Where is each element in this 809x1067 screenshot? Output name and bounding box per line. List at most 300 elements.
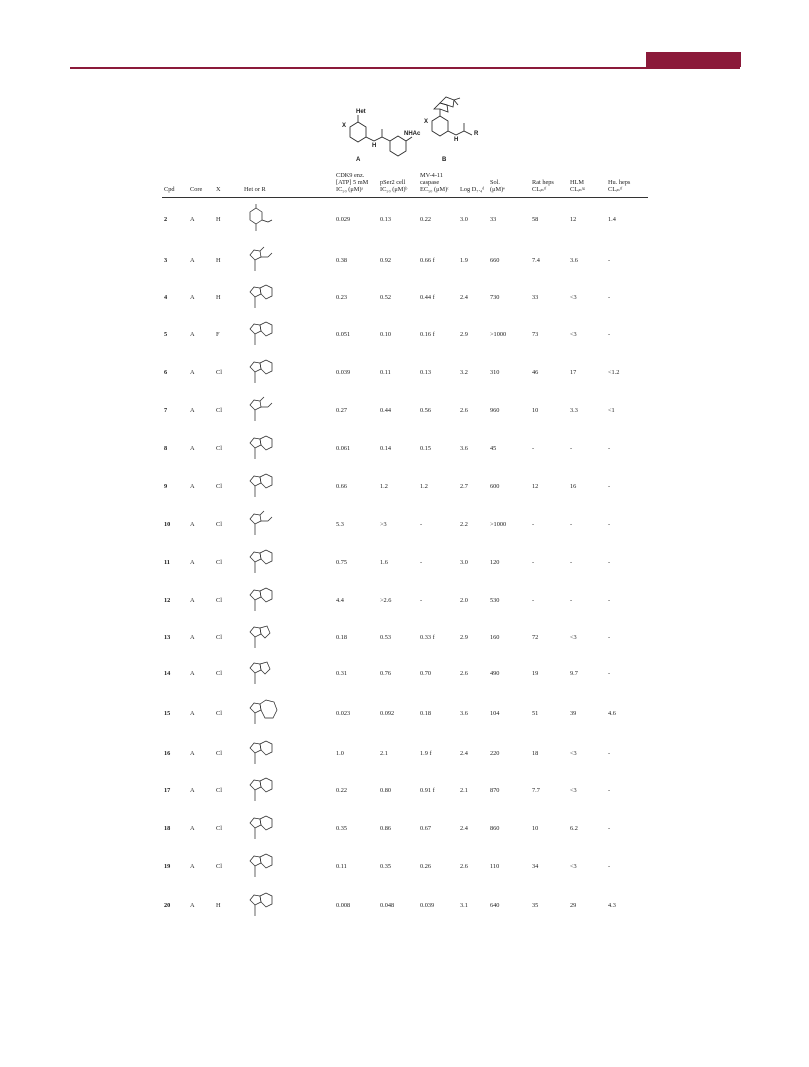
het-structure-icon xyxy=(244,813,304,843)
cell-x: Cl xyxy=(216,368,222,376)
cell-mv: 0.039 xyxy=(420,901,435,909)
cell-hu: - xyxy=(608,293,611,301)
cell-pser2: 0.048 xyxy=(380,901,395,909)
cell-cpd: 16 xyxy=(164,749,171,757)
cell-het-structure xyxy=(242,467,334,505)
cell-x: F xyxy=(216,330,220,338)
cell-hlm: 3.3 xyxy=(570,406,578,414)
cell-core: A xyxy=(190,558,195,566)
cell-x: H xyxy=(216,215,221,223)
cell-hlm: 12 xyxy=(570,215,577,223)
het-structure-icon xyxy=(244,433,304,463)
cell-rat: 7.4 xyxy=(532,256,540,264)
cell-het-structure xyxy=(242,241,334,279)
cell-hu: - xyxy=(608,256,611,264)
cell-logd: 2.6 xyxy=(460,669,468,677)
cell-core: A xyxy=(190,669,195,677)
cell-sol: 45 xyxy=(490,444,497,452)
table-row xyxy=(162,581,648,619)
cell-core: A xyxy=(190,482,195,490)
cell-hlm: 16 xyxy=(570,482,577,490)
col-header-mv xyxy=(418,172,458,197)
cell-mv: 0.13 xyxy=(420,368,432,376)
table-row xyxy=(162,735,648,771)
cell-cpd: 15 xyxy=(164,709,171,717)
col-header-mv-line1: MV-4-11 xyxy=(420,172,443,179)
cell-logd: 1.9 xyxy=(460,256,468,264)
cell-hlm: - xyxy=(570,520,573,528)
cell-cdk9: 5.3 xyxy=(336,520,344,528)
cell-cpd: 14 xyxy=(164,669,171,677)
cell-core: A xyxy=(190,444,195,452)
col-header-hu xyxy=(606,172,648,197)
cell-rat: - xyxy=(532,596,535,604)
col-header-hlm-line1: HLM xyxy=(570,179,584,187)
cell-mv: 0.56 xyxy=(420,406,432,414)
table-row xyxy=(162,429,648,467)
cell-x: Cl xyxy=(216,669,222,677)
het-structure-icon xyxy=(244,509,304,539)
table-row xyxy=(162,543,648,581)
cell-rat: 33 xyxy=(532,293,539,301)
cell-hu: - xyxy=(608,558,611,566)
cell-mv: 0.22 xyxy=(420,215,432,223)
cell-cdk9: 0.38 xyxy=(336,256,348,264)
cell-sol: >1000 xyxy=(490,330,507,338)
cell-het-structure xyxy=(242,691,334,735)
cell-cdk9: 0.039 xyxy=(336,368,351,376)
cell-pser2: >3 xyxy=(380,520,387,528)
cell-het-structure xyxy=(242,429,334,467)
cell-hlm: 17 xyxy=(570,368,577,376)
cell-pser2: 0.53 xyxy=(380,633,392,641)
cell-logd: 2.0 xyxy=(460,596,468,604)
cell-cdk9: 0.18 xyxy=(336,633,348,641)
cell-het-structure xyxy=(242,315,334,353)
cell-hlm: 9.7 xyxy=(570,669,578,677)
cell-logd: 3.6 xyxy=(460,709,468,717)
scaffold-a-x-label: X xyxy=(342,123,347,129)
scaffold-a-nhac-label: NHAc xyxy=(404,131,421,137)
cell-mv: 0.70 xyxy=(420,669,432,677)
cell-mv: - xyxy=(420,596,423,604)
cell-cdk9: 4.4 xyxy=(336,596,344,604)
scaffold-a-label: A xyxy=(356,157,361,163)
col-header-rat-line1: Rat heps xyxy=(532,179,554,187)
cell-hu: - xyxy=(608,633,611,641)
header-tab xyxy=(646,52,741,67)
cell-het-structure xyxy=(242,353,334,391)
scaffold-a-het-label: Het xyxy=(356,109,366,115)
header-rule xyxy=(70,67,740,69)
cell-x: Cl xyxy=(216,824,222,832)
scaffold-b-r-label: R xyxy=(474,131,479,137)
table-row xyxy=(162,241,648,279)
col-header-hu-line2: CLᵢₙᵗᶠ xyxy=(608,186,623,194)
cell-x: Cl xyxy=(216,406,222,414)
col-header-cdk9-line3: IC₅₀ (μM)ᵃ xyxy=(336,186,364,194)
cell-cpd: 9 xyxy=(164,482,168,490)
col-header-sol-line1: Sol. xyxy=(490,179,500,187)
cell-cpd: 11 xyxy=(164,558,170,566)
cell-hu: - xyxy=(608,824,611,832)
cell-rat: 19 xyxy=(532,669,539,677)
table-row xyxy=(162,847,648,885)
het-structure-icon xyxy=(244,547,304,577)
cell-cdk9: 0.35 xyxy=(336,824,348,832)
cell-logd: 2.7 xyxy=(460,482,468,490)
col-header-cdk9 xyxy=(334,172,378,197)
cell-logd: 3.6 xyxy=(460,444,468,452)
cell-logd: 3.0 xyxy=(460,215,468,223)
cell-sol: 600 xyxy=(490,482,500,490)
cell-cpd: 20 xyxy=(164,901,171,909)
cell-x: Cl xyxy=(216,558,222,566)
cell-rat: 34 xyxy=(532,862,539,870)
cell-core: A xyxy=(190,901,195,909)
cell-mv: 0.16 f xyxy=(420,330,435,338)
cell-mv: 0.18 xyxy=(420,709,432,717)
cell-x: Cl xyxy=(216,520,222,528)
scaffold-structures xyxy=(320,95,500,170)
cell-hu: <1 xyxy=(608,406,615,414)
cell-rat: 35 xyxy=(532,901,539,909)
cell-core: A xyxy=(190,824,195,832)
cell-mv: 0.91 f xyxy=(420,786,435,794)
cell-core: A xyxy=(190,256,195,264)
col-header-pser2-line2: IC₅₀ (μM)ᵇ xyxy=(380,186,408,194)
cell-hlm: <3 xyxy=(570,786,577,794)
cell-hlm: <3 xyxy=(570,330,577,338)
cell-logd: 2.4 xyxy=(460,293,468,301)
cell-x: Cl xyxy=(216,444,222,452)
cell-x: Cl xyxy=(216,786,222,794)
cell-x: Cl xyxy=(216,709,222,717)
col-header-logd: Log D₇.₄ᵈ xyxy=(460,186,485,194)
cell-hu: - xyxy=(608,786,611,794)
cell-het-structure xyxy=(242,505,334,543)
cell-hu: - xyxy=(608,330,611,338)
cell-pser2: >2.6 xyxy=(380,596,392,604)
cell-het-structure xyxy=(242,771,334,809)
cell-sol: 490 xyxy=(490,669,500,677)
scaffold-b-x-label: X xyxy=(424,119,429,125)
cell-rat: 72 xyxy=(532,633,539,641)
cell-sol: 120 xyxy=(490,558,500,566)
cell-cdk9: 0.66 xyxy=(336,482,348,490)
cell-logd: 2.9 xyxy=(460,330,468,338)
cell-cpd: 10 xyxy=(164,520,171,528)
cell-cpd: 4 xyxy=(164,293,168,301)
cell-rat: - xyxy=(532,444,535,452)
cell-core: A xyxy=(190,862,195,870)
table-row xyxy=(162,771,648,809)
cell-rat: 12 xyxy=(532,482,539,490)
cell-het-structure xyxy=(242,581,334,619)
cell-x: Cl xyxy=(216,596,222,604)
cell-hlm: - xyxy=(570,444,573,452)
het-structure-icon xyxy=(244,319,304,349)
col-header-hlm xyxy=(568,172,606,197)
cell-x: H xyxy=(216,293,221,301)
cell-logd: 2.2 xyxy=(460,520,468,528)
het-structure-icon xyxy=(244,698,304,728)
col-header-het: Het or R xyxy=(244,186,266,194)
scaffold-a-h-label: H xyxy=(372,143,377,149)
cell-x: Cl xyxy=(216,749,222,757)
cell-x: H xyxy=(216,256,221,264)
sar-table xyxy=(162,172,648,925)
cell-cpd: 6 xyxy=(164,368,168,376)
cell-mv: 0.15 xyxy=(420,444,432,452)
cell-hlm: <3 xyxy=(570,749,577,757)
cell-logd: 3.0 xyxy=(460,558,468,566)
cell-cpd: 12 xyxy=(164,596,171,604)
cell-hlm: 6.2 xyxy=(570,824,578,832)
het-structure-icon xyxy=(244,585,304,615)
cell-het-structure xyxy=(242,885,334,925)
scaffold-b-h-label: H xyxy=(454,137,459,143)
het-structure-icon xyxy=(244,245,304,275)
col-header-mv-line2: caspase xyxy=(420,179,440,187)
cell-rat: - xyxy=(532,520,535,528)
cell-sol: 310 xyxy=(490,368,500,376)
cell-sol: >1000 xyxy=(490,520,507,528)
cell-core: A xyxy=(190,596,195,604)
table-body xyxy=(162,197,648,925)
cell-mv: 0.26 xyxy=(420,862,432,870)
het-structure-icon xyxy=(244,395,304,425)
het-structure-icon xyxy=(244,204,304,234)
table-row xyxy=(162,315,648,353)
cell-cdk9: 0.023 xyxy=(336,709,351,717)
cell-cdk9: 0.029 xyxy=(336,215,351,223)
cell-cpd: 17 xyxy=(164,786,171,794)
col-header-hu-line1: Hu. heps xyxy=(608,179,631,187)
cell-het-structure xyxy=(242,543,334,581)
cell-rat: 51 xyxy=(532,709,539,717)
col-header-cdk9-line2: [ATP] 5 mM xyxy=(336,179,369,187)
het-structure-icon xyxy=(244,890,304,920)
table-row xyxy=(162,391,648,429)
cell-pser2: 1.2 xyxy=(380,482,388,490)
cell-hlm: 39 xyxy=(570,709,577,717)
cell-sol: 640 xyxy=(490,901,500,909)
col-header-sol-line2: (μM)ᵉ xyxy=(490,186,505,194)
cell-pser2: 0.092 xyxy=(380,709,395,717)
het-structure-icon xyxy=(244,357,304,387)
cell-pser2: 1.6 xyxy=(380,558,388,566)
cell-sol: 110 xyxy=(490,862,500,870)
col-header-rat-line2: CLᵢₙᵗᶠ xyxy=(532,186,547,194)
cell-hu: - xyxy=(608,596,611,604)
het-structure-icon xyxy=(244,282,304,312)
cell-pser2: 0.76 xyxy=(380,669,392,677)
cell-pser2: 0.13 xyxy=(380,215,392,223)
cell-pser2: 0.86 xyxy=(380,824,392,832)
cell-het-structure xyxy=(242,735,334,771)
cell-logd: 2.6 xyxy=(460,862,468,870)
cell-het-structure xyxy=(242,619,334,655)
cell-hlm: 3.6 xyxy=(570,256,578,264)
cell-cdk9: 0.31 xyxy=(336,669,348,677)
col-header-x: X xyxy=(216,186,221,194)
cell-hlm: - xyxy=(570,596,573,604)
cell-sol: 960 xyxy=(490,406,500,414)
scaffold-b-label: B xyxy=(442,157,447,163)
cell-hlm: <3 xyxy=(570,862,577,870)
cell-mv: - xyxy=(420,520,423,528)
table-row xyxy=(162,505,648,543)
table-header-row xyxy=(162,172,648,197)
cell-cdk9: 0.051 xyxy=(336,330,351,338)
cell-rat: - xyxy=(532,558,535,566)
cell-cpd: 8 xyxy=(164,444,168,452)
cell-pser2: 0.14 xyxy=(380,444,392,452)
cell-x: Cl xyxy=(216,482,222,490)
col-header-rat xyxy=(530,172,568,197)
cell-cdk9: 0.23 xyxy=(336,293,348,301)
cell-het-structure xyxy=(242,847,334,885)
col-header-pser2-line1: pSer2 cell xyxy=(380,179,406,187)
cell-hu: - xyxy=(608,444,611,452)
cell-core: A xyxy=(190,368,195,376)
cell-hu: <1.2 xyxy=(608,368,620,376)
table-row xyxy=(162,619,648,655)
col-header-cdk9-line1: CDK9 enz. xyxy=(336,172,365,179)
cell-hu: - xyxy=(608,749,611,757)
cell-cdk9: 1.0 xyxy=(336,749,344,757)
col-header-pser2 xyxy=(378,172,418,197)
cell-hlm: 29 xyxy=(570,901,577,909)
table-row xyxy=(162,809,648,847)
col-header-core: Core xyxy=(190,186,203,194)
cell-hu: 4.6 xyxy=(608,709,616,717)
cell-het-structure xyxy=(242,197,334,241)
cell-mv: - xyxy=(420,558,423,566)
cell-hu: - xyxy=(608,862,611,870)
cell-x: H xyxy=(216,901,221,909)
cell-mv: 0.44 f xyxy=(420,293,435,301)
cell-het-structure xyxy=(242,279,334,315)
cell-cdk9: 0.75 xyxy=(336,558,348,566)
cell-mv: 1.2 xyxy=(420,482,428,490)
het-structure-icon xyxy=(244,471,304,501)
cell-sol: 860 xyxy=(490,824,500,832)
cell-rat: 18 xyxy=(532,749,539,757)
cell-core: A xyxy=(190,293,195,301)
cell-core: A xyxy=(190,330,195,338)
cell-hlm: <3 xyxy=(570,293,577,301)
cell-cpd: 7 xyxy=(164,406,168,414)
col-header-mv-line3: EC₅₀ (μM)ᶜ xyxy=(420,186,449,194)
cell-cpd: 19 xyxy=(164,862,171,870)
cell-cdk9: 0.27 xyxy=(336,406,348,414)
het-structure-icon xyxy=(244,738,304,768)
cell-logd: 2.9 xyxy=(460,633,468,641)
cell-mv: 1.9 f xyxy=(420,749,432,757)
cell-core: A xyxy=(190,786,195,794)
table-row xyxy=(162,197,648,241)
het-structure-icon xyxy=(244,775,304,805)
cell-logd: 3.1 xyxy=(460,901,468,909)
cell-mv: 0.67 xyxy=(420,824,432,832)
cell-sol: 104 xyxy=(490,709,500,717)
col-header-hlm-line2: CLᵢₙᵗᵍ xyxy=(570,186,585,194)
cell-pser2: 0.92 xyxy=(380,256,392,264)
cell-mv: 0.33 f xyxy=(420,633,435,641)
cell-het-structure xyxy=(242,391,334,429)
cell-core: A xyxy=(190,749,195,757)
cell-het-structure xyxy=(242,655,334,691)
cell-core: A xyxy=(190,709,195,717)
cell-rat: 58 xyxy=(532,215,539,223)
cell-logd: 2.4 xyxy=(460,749,468,757)
table-row xyxy=(162,279,648,315)
cell-rat: 10 xyxy=(532,824,539,832)
table-row xyxy=(162,691,648,735)
cell-cdk9: 0.061 xyxy=(336,444,351,452)
cell-rat: 7.7 xyxy=(532,786,540,794)
cell-hu: 1.4 xyxy=(608,215,616,223)
cell-logd: 2.1 xyxy=(460,786,468,794)
cell-core: A xyxy=(190,520,195,528)
cell-x: Cl xyxy=(216,633,222,641)
cell-sol: 33 xyxy=(490,215,497,223)
cell-cdk9: 0.008 xyxy=(336,901,351,909)
cell-sol: 870 xyxy=(490,786,500,794)
cell-cdk9: 0.11 xyxy=(336,862,347,870)
cell-hu: - xyxy=(608,669,611,677)
cell-pser2: 2.1 xyxy=(380,749,388,757)
table-row xyxy=(162,885,648,925)
cell-logd: 3.2 xyxy=(460,368,468,376)
cell-cpd: 5 xyxy=(164,330,168,338)
cell-pser2: 0.52 xyxy=(380,293,392,301)
table-row xyxy=(162,655,648,691)
cell-pser2: 0.35 xyxy=(380,862,392,870)
cell-sol: 730 xyxy=(490,293,500,301)
cell-hu: 4.3 xyxy=(608,901,616,909)
cell-pser2: 0.44 xyxy=(380,406,392,414)
cell-cpd: 2 xyxy=(164,215,168,223)
cell-rat: 46 xyxy=(532,368,539,376)
cell-rat: 73 xyxy=(532,330,539,338)
col-header-sol xyxy=(488,172,530,197)
het-structure-icon xyxy=(244,851,304,881)
cell-pser2: 0.10 xyxy=(380,330,392,338)
cell-cdk9: 0.22 xyxy=(336,786,348,794)
table-row xyxy=(162,353,648,391)
cell-sol: 160 xyxy=(490,633,500,641)
cell-pser2: 0.80 xyxy=(380,786,392,794)
col-header-cpd: Cpd xyxy=(164,186,175,194)
cell-sol: 530 xyxy=(490,596,500,604)
cell-cpd: 18 xyxy=(164,824,171,832)
cell-logd: 2.6 xyxy=(460,406,468,414)
cell-logd: 2.4 xyxy=(460,824,468,832)
cell-hu: - xyxy=(608,520,611,528)
het-structure-icon xyxy=(244,622,304,652)
cell-sol: 660 xyxy=(490,256,500,264)
cell-het-structure xyxy=(242,809,334,847)
cell-cpd: 3 xyxy=(164,256,168,264)
cell-hlm: - xyxy=(570,558,573,566)
cell-sol: 220 xyxy=(490,749,500,757)
cell-cpd: 13 xyxy=(164,633,171,641)
cell-core: A xyxy=(190,406,195,414)
cell-x: Cl xyxy=(216,862,222,870)
